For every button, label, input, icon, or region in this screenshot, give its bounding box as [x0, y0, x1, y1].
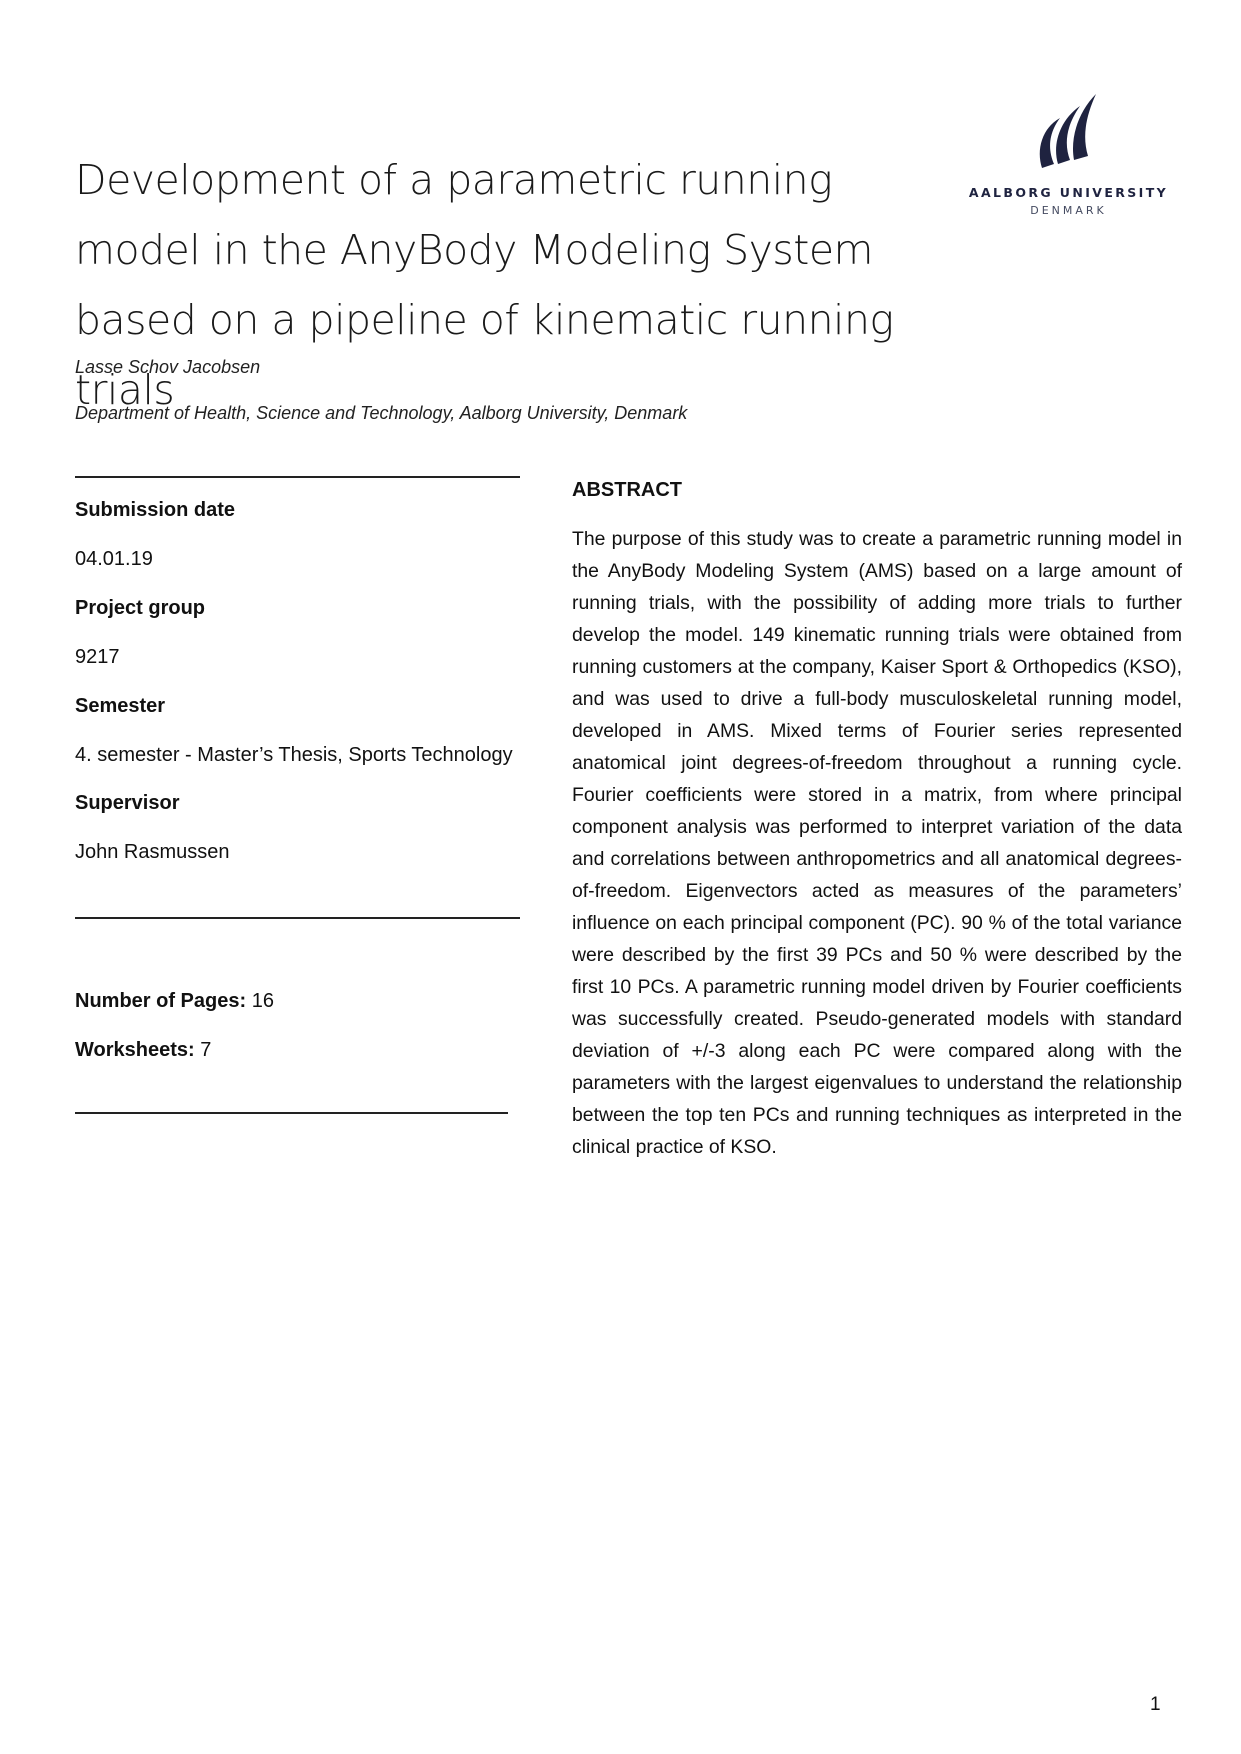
- submission-date-label: Submission date: [75, 499, 236, 521]
- number-of-pages: [75, 990, 274, 1013]
- number-of-pages-value: 16: [251, 990, 274, 1012]
- worksheets-label: Worksheets:: [75, 1039, 195, 1061]
- page-number: 1: [1150, 1694, 1161, 1715]
- paper-title: Development of a parametric running model in the AnyBody Modeling System based on a pipeline of kinematic running trials: [75, 156, 894, 414]
- number-of-pages-label: Number of Pages:: [75, 990, 247, 1012]
- divider-top: [75, 476, 520, 478]
- university-logo: [966, 90, 1171, 225]
- supervisor-value: John Rasmussen: [75, 841, 230, 863]
- university-name: AALBORG UNIVERSITY: [968, 185, 1169, 200]
- author-affiliation: Department of Health, Science and Technology, Aalborg University, Denmark: [75, 403, 688, 423]
- university-country: DENMARK: [1030, 204, 1107, 217]
- project-group-label: Project group: [75, 597, 206, 619]
- aalborg-university-logo-icon: [1034, 90, 1104, 172]
- author-name: Lasse Schov Jacobsen: [75, 357, 261, 377]
- project-group-value: 9217: [75, 646, 120, 668]
- divider-middle: [75, 917, 520, 919]
- abstract-text: The purpose of this study was to create a parametric running model in the AnyBody Modeling System (AMS) based on a large amount of running trials, with the possibility of adding more trials to further develop the model. 149 kinematic running trials were obtained from running customers at the company, Kaiser Sport & Orthopedics (KSO), and was used to drive a full-body musculoskeletal running model, developed in AMS. Mixed terms of Fourier series represented anatomical joint degrees-of-freedom throughout a running cycle. Fourier coefficients were stored in a matrix, from where principal component analysis was performed to interpret variation of the data and correlations between anthropometrics and all anatomical degrees-of-freedom. Eigenvectors acted as measures of the parameters’ influence on each principal component (PC). 90 % of the total variance were described by the first 39 PCs and 50 % were described by the first 10 PCs. A parametric running model driven by Fourier coefficients was successfully created. Pseudo-generated models with standard deviation of +/-3 along each PC were compared along with the parameters with the largest eigenvalues to understand the relationship between the top ten PCs and running techniques as interpreted in the clinical practice of KSO.: [572, 528, 1182, 1158]
- semester-value: 4. semester - Master’s Thesis, Sports Technology: [75, 744, 513, 766]
- worksheets-value: 7: [200, 1039, 212, 1061]
- worksheets: [75, 1039, 211, 1062]
- supervisor-label: Supervisor: [75, 792, 180, 814]
- divider-bottom: [75, 1112, 508, 1114]
- semester-label: Semester: [75, 695, 166, 717]
- submission-date-value: 04.01.19: [75, 548, 153, 570]
- abstract-heading: ABSTRACT: [572, 479, 682, 501]
